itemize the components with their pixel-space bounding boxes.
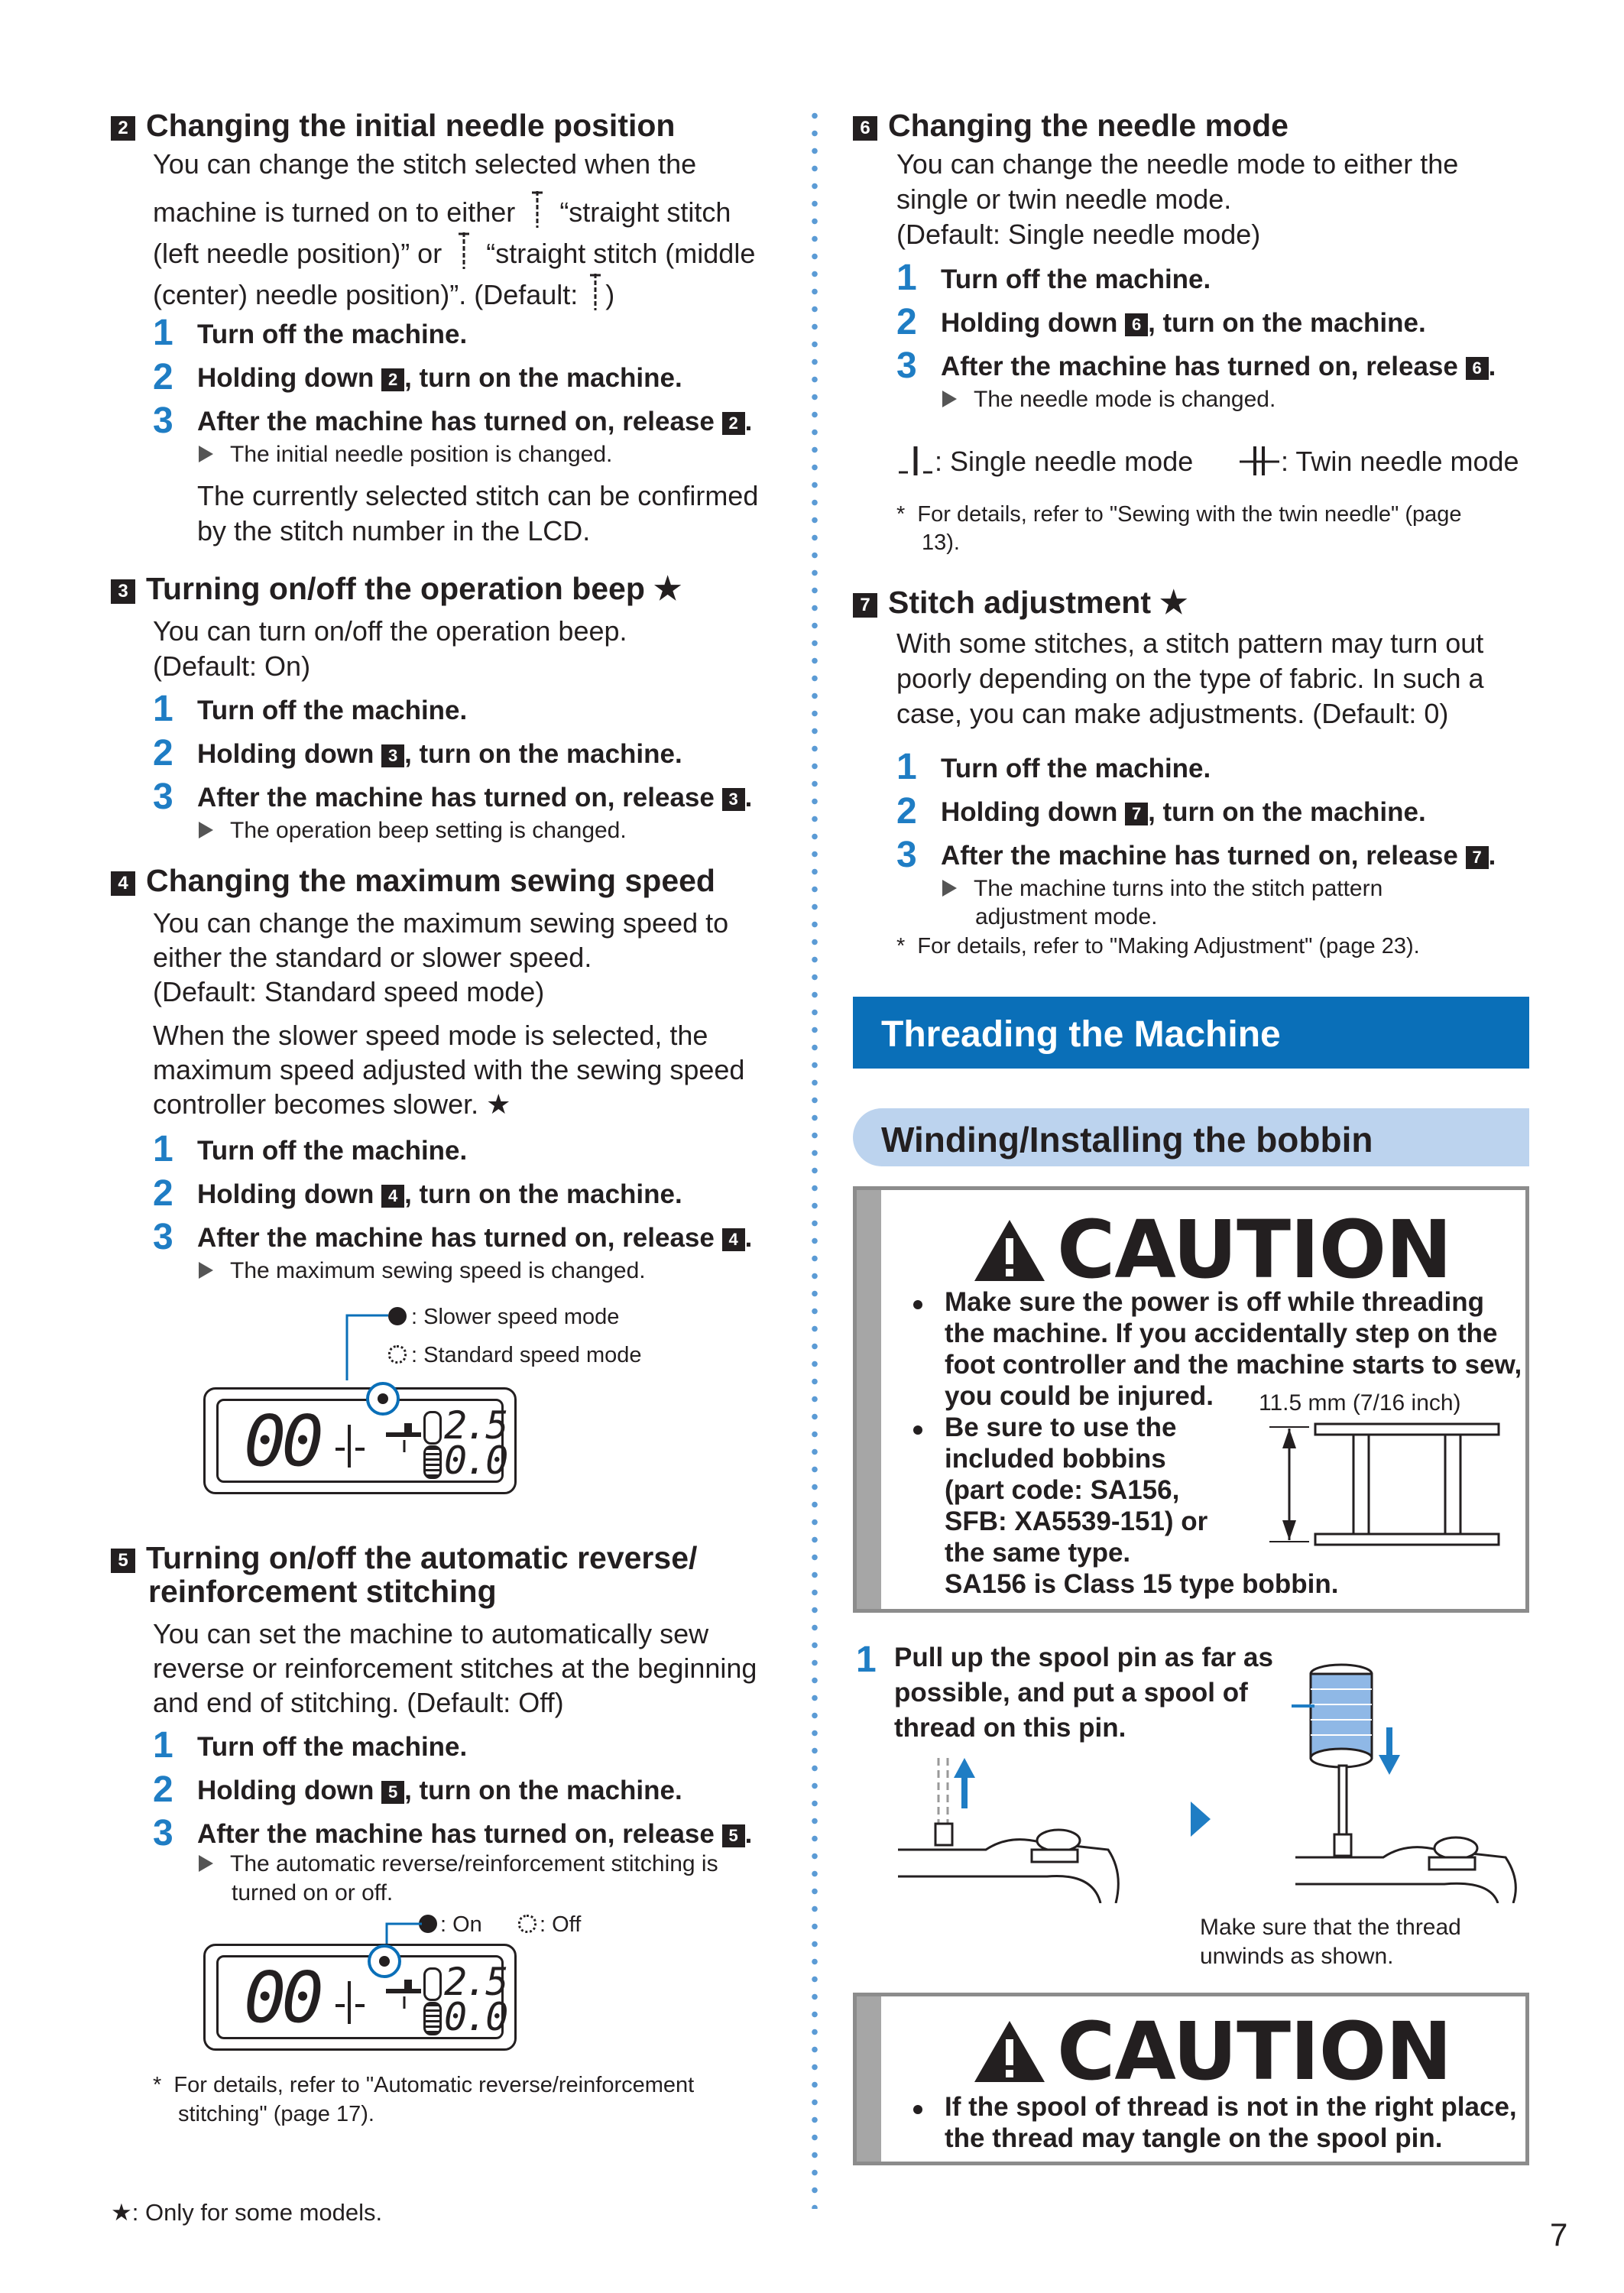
step-2-text: Holding down 5 , turn on the machine. xyxy=(197,1776,682,1805)
spool-step-line-1: Pull up the spool pin as far as xyxy=(894,1643,1273,1672)
section-7-title: 7 Stitch adjustment ★ xyxy=(853,585,1188,619)
empty-dot-icon xyxy=(388,1345,407,1364)
caution-line: If the spool of thread is not in the right place, xyxy=(945,2092,1517,2122)
key-5-badge: 5 xyxy=(381,1781,404,1804)
section-4-result: The maximum sewing speed is changed. xyxy=(199,1257,646,1286)
step-number-3: 3 xyxy=(153,1217,173,1257)
step-number-1: 1 xyxy=(153,313,173,353)
spool-step-line-2: possible, and put a spool of xyxy=(894,1678,1248,1708)
section-5-text-1: You can set the machine to automatically sew xyxy=(153,1618,709,1649)
section-5-text-2: reverse or reinforcement stitches at the beginning xyxy=(153,1652,757,1684)
section-3-text-2: (Default: On) xyxy=(153,650,311,682)
bobbin-dimension-label: 11.5 mm (7/16 inch) xyxy=(1259,1390,1461,1416)
result-arrow-icon xyxy=(199,822,213,838)
warning-triangle-icon xyxy=(971,2018,1048,2085)
step-1-text: Turn off the machine. xyxy=(941,264,1211,294)
step-number-1: 1 xyxy=(856,1639,877,1680)
section-2-extra-2: by the stitch number in the LCD. xyxy=(197,515,591,546)
caution-line: foot controller and the machine starts to sew, xyxy=(945,1350,1522,1380)
step-3-text: After the machine has turned on, release 3 . xyxy=(197,783,753,812)
single-needle-icon xyxy=(896,442,935,480)
key-7-badge: 7 xyxy=(1466,846,1489,869)
section-6-title: 6 Changing the needle mode xyxy=(853,109,1289,142)
step-2-text: Holding down 2 , turn on the machine. xyxy=(197,363,682,393)
spool-caption-2: unwinds as shown. xyxy=(1200,1944,1394,1969)
section-2-text-3: (left needle position)” or “straight stitch (middle xyxy=(153,231,755,271)
step-1-text: Turn off the machine. xyxy=(197,1136,468,1166)
section-6-footnote-1: * For details, refer to "Sewing with the twin needle" (page xyxy=(896,502,1462,527)
step-number-1: 1 xyxy=(153,689,173,729)
key-7-badge: 7 xyxy=(853,593,877,618)
step-3-text: After the machine has turned on, release 2 . xyxy=(197,407,753,436)
step-3-text: After the machine has turned on, release 5 . xyxy=(197,1819,753,1849)
section-6-footnote-2: 13). xyxy=(922,530,960,555)
legend-slower-speed: : Slower speed mode xyxy=(388,1303,619,1331)
caution-line: Be sure to use the xyxy=(945,1412,1177,1442)
spool-caption-1: Make sure that the thread xyxy=(1200,1915,1461,1940)
section-7-text-2: poorly depending on the type of fabric. In such a xyxy=(896,663,1484,694)
result-arrow-icon xyxy=(942,391,957,407)
subsection-header-bobbin: Winding/Installing the bobbin xyxy=(853,1108,1529,1166)
section-5-result-2: turned on or off. xyxy=(232,1880,394,1905)
step-1-text: Turn off the machine. xyxy=(197,319,468,349)
caution-line: the machine. If you accidentally step on the xyxy=(945,1318,1498,1348)
section-5-title-1: 5 Turning on/off the automatic reverse/ xyxy=(111,1541,697,1575)
legend-standard-speed: : Standard speed mode xyxy=(388,1341,641,1370)
key-5-badge: 5 xyxy=(111,1549,135,1573)
section-7-text-1: With some stitches, a stitch pattern may turn out xyxy=(896,628,1484,659)
step-number-2: 2 xyxy=(153,1173,173,1214)
step-number-2: 2 xyxy=(153,733,173,774)
section-5-text-3: and end of stitching. (Default: Off) xyxy=(153,1687,564,1718)
models-footnote: ★: Only for some models. xyxy=(111,2199,383,2226)
lcd-stitch-length: 0.0 xyxy=(444,1438,507,1483)
section-4-title: 4 Changing the maximum sewing speed xyxy=(111,864,715,897)
step-number-3: 3 xyxy=(896,835,917,875)
step-3-text: After the machine has turned on, release 6 . xyxy=(941,352,1496,381)
reverse-indicator-highlight xyxy=(368,1944,401,1978)
lcd-stitch-width: 2.5 xyxy=(444,1960,507,2004)
twin-needle-icon xyxy=(1238,442,1281,480)
step-3-text: After the machine has turned on, release 4 . xyxy=(197,1223,753,1253)
section-6-text-2: single or twin needle mode. xyxy=(896,183,1232,215)
spool-pin-up-diagram xyxy=(894,1750,1139,1903)
step-number-2: 2 xyxy=(153,1769,173,1810)
section-2-text-1: You can change the stitch selected when the xyxy=(153,148,697,180)
section-4-text-4: When the slower speed mode is selected, the xyxy=(153,1020,708,1051)
result-arrow-icon xyxy=(199,446,213,462)
step-number-1: 1 xyxy=(153,1129,173,1169)
section-2-title: 2 Changing the initial needle position xyxy=(111,109,675,142)
key-2-badge: 2 xyxy=(111,116,135,141)
caution-line: included bobbins xyxy=(945,1444,1166,1474)
step-number-2: 2 xyxy=(896,302,917,342)
lcd-display-reverse xyxy=(203,1944,517,2051)
section-7-result-2: adjustment mode. xyxy=(975,904,1158,929)
caution-box-power xyxy=(853,1186,1529,1613)
key-3-badge: 3 xyxy=(722,788,745,811)
step-number-3: 3 xyxy=(896,345,917,386)
section-6-result: The needle mode is changed. xyxy=(942,385,1276,414)
key-2-badge: 2 xyxy=(722,412,745,435)
section-2-text-2: machine is turned on to either “straight stitch xyxy=(153,190,731,230)
straight-stitch-left-icon xyxy=(529,190,546,229)
step-number-1: 1 xyxy=(896,747,917,787)
spool-step-line-3: thread on this pin. xyxy=(894,1713,1126,1743)
legend-leader-line xyxy=(336,1313,390,1382)
speed-indicator-highlight xyxy=(366,1382,400,1416)
section-5-footnote: * For details, refer to "Automatic reverse/reinforcement xyxy=(153,2073,695,2097)
section-3-text-1: You can turn on/off the operation beep. xyxy=(153,615,627,647)
straight-stitch-middle-icon xyxy=(455,231,472,271)
bobbin-diagram xyxy=(1262,1419,1506,1549)
needle-mode-twin: : Twin needle mode xyxy=(1238,442,1519,480)
legend-on: : On xyxy=(419,1911,482,1939)
step-2-text: Holding down 3 , turn on the machine. xyxy=(197,739,682,769)
caution-box-spool xyxy=(853,1993,1529,2165)
caution-line: (part code: SA156, xyxy=(945,1475,1180,1505)
section-6-text-1: You can change the needle mode to either the xyxy=(896,148,1459,180)
key-3-badge: 3 xyxy=(111,579,135,604)
step-1-text: Turn off the machine. xyxy=(197,696,468,725)
section-6-text-3: (Default: Single needle mode) xyxy=(896,219,1261,250)
step-1-text: Turn off the machine. xyxy=(941,754,1211,783)
warning-triangle-icon xyxy=(971,1217,1048,1284)
caution-title: CAUTION xyxy=(1057,2005,1452,2098)
needle-indicator-icon xyxy=(328,1977,374,2030)
section-7-footnote: * For details, refer to "Making Adjustment" (page 23). xyxy=(896,934,1420,958)
key-6-badge: 6 xyxy=(1466,357,1489,380)
step-3-text: After the machine has turned on, release 7 . xyxy=(941,841,1496,871)
key-5-badge: 5 xyxy=(722,1824,745,1847)
key-6-badge: 6 xyxy=(853,116,877,141)
step-number-1: 1 xyxy=(896,258,917,298)
step-1-text: Turn off the machine. xyxy=(197,1732,468,1762)
stitch-width-icon xyxy=(423,1445,442,1479)
key-4-badge: 4 xyxy=(381,1185,404,1208)
result-arrow-icon xyxy=(199,1262,213,1279)
lcd-stitch-width: 2.5 xyxy=(444,1403,507,1448)
needle-indicator-icon xyxy=(328,1420,374,1474)
column-divider xyxy=(812,107,818,2209)
page-number: 7 xyxy=(1550,2217,1568,2252)
section-4-text-3: (Default: Standard speed mode) xyxy=(153,976,545,1007)
section-5-title-2: reinforcement stitching xyxy=(148,1574,497,1609)
section-4-text-6: controller becomes slower. ★ xyxy=(153,1088,511,1120)
key-7-badge: 7 xyxy=(1125,803,1148,825)
section-2-text-4: (center) needle position)”. (Default: ) xyxy=(153,272,614,313)
caution-line: the thread may tangle on the spool pin. xyxy=(945,2123,1443,2153)
lcd-stitch-number: 00 xyxy=(244,1400,319,1482)
step-number-1: 1 xyxy=(153,1725,173,1766)
section-5-footnote-2: stitching" (page 17). xyxy=(178,2102,374,2126)
spool-on-pin-diagram xyxy=(1292,1651,1536,1903)
section-4-text-2: either the standard or slower speed. xyxy=(153,942,592,973)
stitch-width-icon xyxy=(423,2002,442,2035)
caution-line: the same type. xyxy=(945,1538,1131,1568)
result-arrow-icon xyxy=(942,880,957,897)
legend-off: : Off xyxy=(518,1911,581,1939)
step-number-3: 3 xyxy=(153,777,173,817)
section-4-text-5: maximum speed adjusted with the sewing speed xyxy=(153,1054,745,1085)
section-2-result: The initial needle position is changed. xyxy=(199,440,612,469)
stitch-length-icon xyxy=(423,1411,442,1445)
caution-line: SA156 is Class 15 type bobbin. xyxy=(945,1569,1339,1599)
step-number-3: 3 xyxy=(153,1813,173,1854)
caution-title: CAUTION xyxy=(1057,1203,1452,1296)
section-3-result: The operation beep setting is changed. xyxy=(199,816,627,845)
section-header-threading: Threading the Machine xyxy=(853,997,1529,1069)
step-number-2: 2 xyxy=(153,357,173,397)
key-2-badge: 2 xyxy=(381,368,404,391)
caution-line: Make sure the power is off while threading xyxy=(945,1287,1484,1317)
needle-mode-single: : Single needle mode xyxy=(896,442,1193,480)
step-2-text: Holding down 6 , turn on the machine. xyxy=(941,308,1426,338)
stitch-length-icon xyxy=(423,1967,442,2001)
step-2-text: Holding down 7 , turn on the machine. xyxy=(941,797,1426,827)
section-7-text-3: case, you can make adjustments. (Default: 0) xyxy=(896,698,1449,729)
step-number-2: 2 xyxy=(896,791,917,832)
step-2-text: Holding down 4 , turn on the machine. xyxy=(197,1179,682,1209)
filled-dot-icon xyxy=(388,1307,407,1325)
result-arrow-icon xyxy=(199,1855,213,1872)
section-7-result-1: The machine turns into the stitch pattern xyxy=(942,874,1383,903)
caution-line: you could be injured. xyxy=(945,1381,1214,1411)
step-number-3: 3 xyxy=(153,401,173,441)
lcd-display-speed xyxy=(203,1387,517,1494)
section-5-result-1: The automatic reverse/reinforcement stitching is xyxy=(199,1850,718,1879)
presser-foot-icon xyxy=(381,1409,427,1455)
key-4-badge: 4 xyxy=(111,871,135,896)
section-2-extra-1: The currently selected stitch can be confirmed xyxy=(197,480,759,511)
lcd-stitch-length: 0.0 xyxy=(444,1995,507,2039)
key-6-badge: 6 xyxy=(1125,313,1148,336)
section-3-title: 3 Turning on/off the operation beep ★ xyxy=(111,572,682,605)
key-3-badge: 3 xyxy=(381,744,404,767)
next-arrow-icon xyxy=(1189,1800,1212,1838)
empty-dot-icon xyxy=(518,1915,536,1933)
key-4-badge: 4 xyxy=(722,1228,745,1251)
section-4-text-1: You can change the maximum sewing speed to xyxy=(153,907,729,939)
straight-stitch-left-icon xyxy=(587,272,604,312)
caution-line: SFB: XA5539-151) or xyxy=(945,1507,1208,1536)
lcd-stitch-number: 00 xyxy=(244,1957,319,2038)
